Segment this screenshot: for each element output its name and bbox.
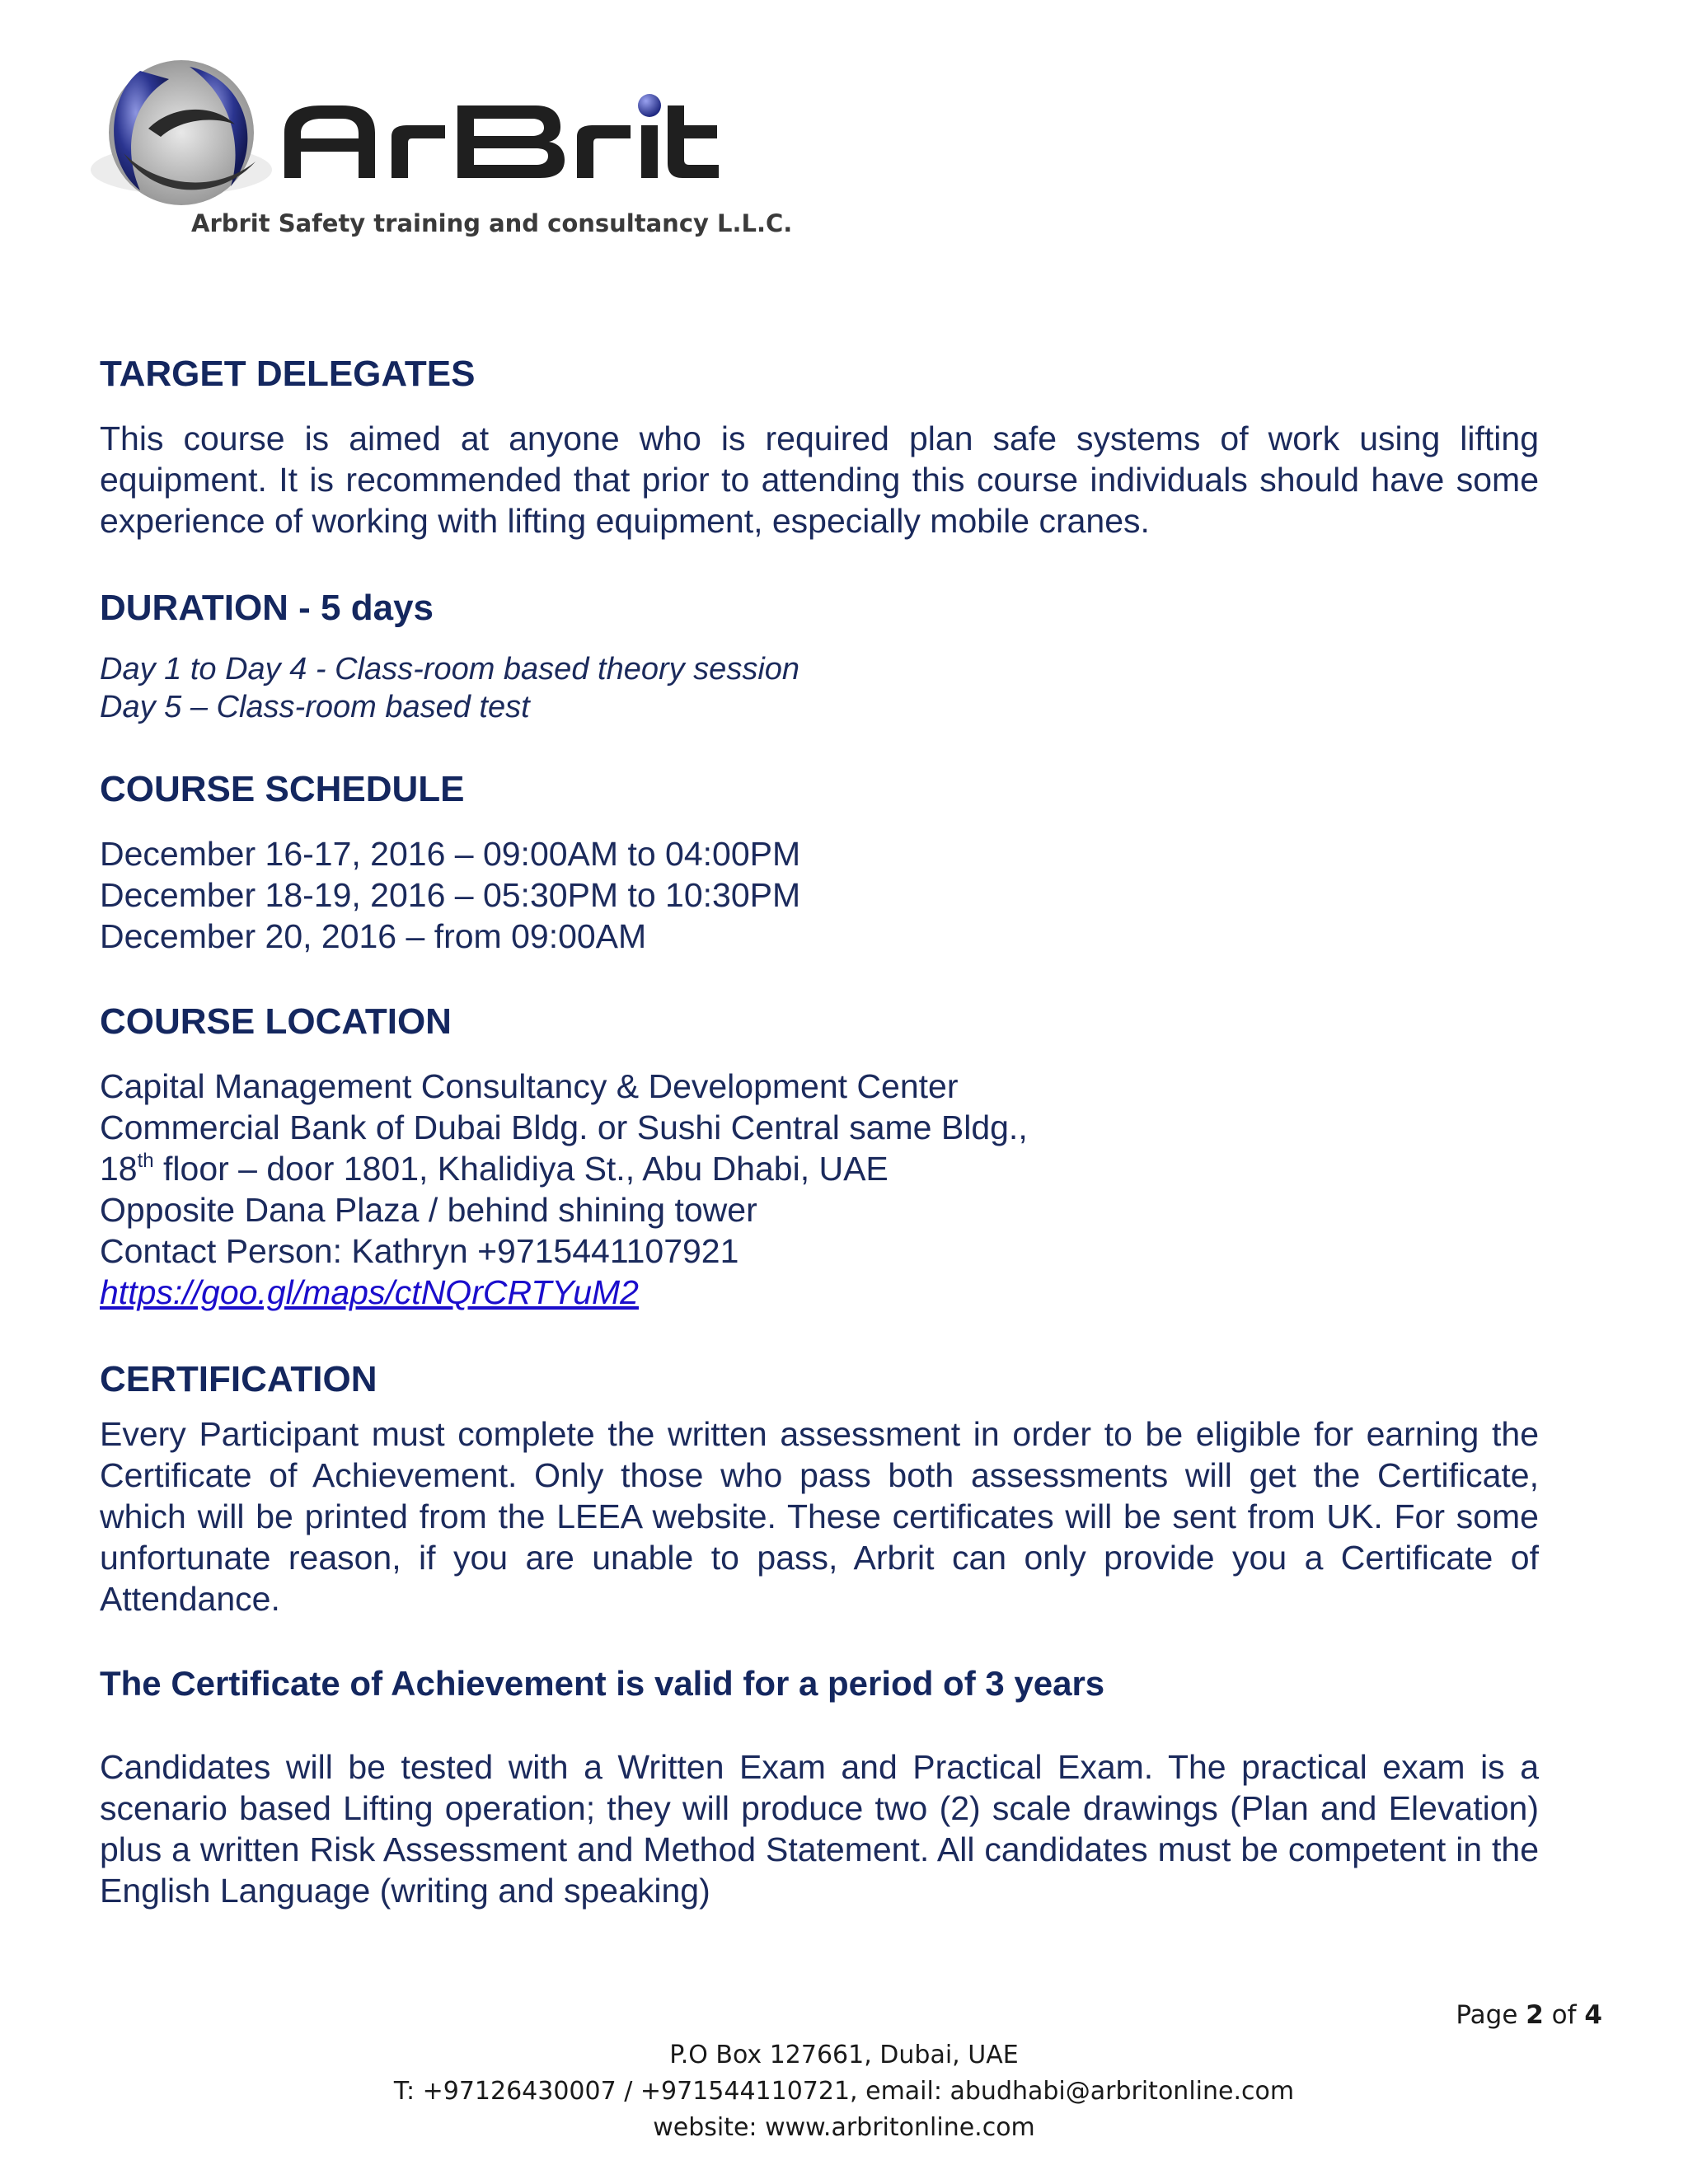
course-schedule-heading: COURSE SCHEDULE (100, 769, 465, 809)
location-landmark: Opposite Dana Plaza / behind shining tower (100, 1191, 757, 1229)
floor-details: floor – door 1801, Khalidiya St., Abu Dhabi, UAE (153, 1150, 889, 1188)
map-link[interactable]: https://goo.gl/maps/ctNQrCRTYuM2 (100, 1273, 639, 1311)
certificate-validity: The Certificate of Achievement is valid for a period of 3 years (100, 1664, 1105, 1703)
target-delegates-body: This course is aimed at anyone who is required plan safe systems of work using lifting equipment. It is recommended that prior to attending this course individuals should have some experience of working with lifting equipment, especially mobile cranes. (100, 419, 1539, 540)
course-location-heading: COURSE LOCATION (100, 1001, 452, 1042)
target-delegates-heading: TARGET DELEGATES (100, 354, 476, 394)
footer-website: website: www.arbritonline.com (653, 2113, 1035, 2142)
page-label: Page (1456, 2000, 1526, 2030)
duration-heading: DURATION - 5 days (100, 588, 434, 628)
duration-line: Day 5 – Class-room based test (100, 690, 530, 724)
certification-heading: CERTIFICATION (100, 1359, 377, 1399)
location-floor (100, 1148, 1539, 1189)
page-current: 2 (1526, 2000, 1544, 2030)
location-lines (100, 1066, 1539, 1313)
footer-phone-email: T: +97126430007 / +971544110721, email: abudhabi@arbritonline.com (393, 2077, 1295, 2106)
location-building: Commercial Bank of Dubai Bldg. or Sushi Central same Bldg., (100, 1108, 1028, 1146)
exam-description: Candidates will be tested with a Written Exam and Practical Exam. The practical exam is a scenario based Lifting operation; they will produce two (2) scale drawings (Plan and Elevation) plus a written Risk Assessment and Method Statement. All candidates must be competent in the English Language (writing and speaking) (100, 1748, 1539, 1910)
page-total: 4 (1584, 2000, 1602, 2030)
page-of-label: of (1543, 2000, 1585, 2030)
location-contact: Contact Person: Kathryn +9715441107921 (100, 1232, 739, 1270)
page-number (1456, 2000, 1602, 2030)
footer-address: P.O Box 127661, Dubai, UAE (669, 2041, 1019, 2069)
schedule-lines (100, 833, 1539, 957)
schedule-line: December 20, 2016 – from 09:00AM (100, 917, 647, 955)
schedule-line: December 16-17, 2016 – 09:00AM to 04:00PM (100, 835, 801, 873)
page-content (100, 350, 1539, 1911)
floor-number: 18 (100, 1150, 138, 1188)
footer-contact (0, 2037, 1688, 2146)
duration-line: Day 1 to Day 4 - Class-room based theory session (100, 652, 800, 687)
location-venue: Capital Management Consultancy & Development Center (100, 1067, 959, 1105)
logo-tagline: Arbrit Safety training and consultancy L.L.C. (191, 209, 793, 237)
duration-lines (100, 650, 1539, 726)
floor-suffix: th (137, 1150, 154, 1172)
schedule-line: December 18-19, 2016 – 05:30PM to 10:30PM (100, 876, 801, 914)
certification-body: Every Participant must complete the written assessment in order to be eligible for earning the Certificate of Achievement. Only those who pass both assessments will get the Certificate, which will be printed from the LEEA website. These certificates will be sent from UK. For some unfortunate reason, if you are unable to pass, Arbrit can only provide you a Certificate of Attendance. (100, 1415, 1539, 1618)
